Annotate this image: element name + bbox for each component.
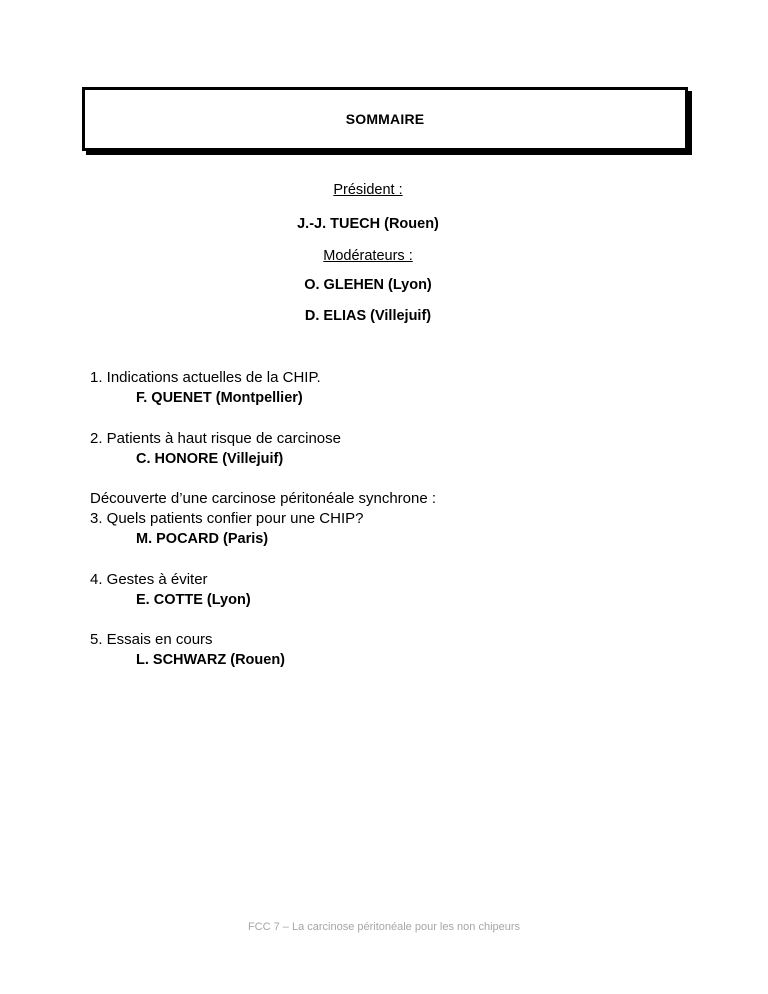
- moderator-name: D. ELIAS (Villejuif): [304, 308, 432, 324]
- president-name: J.-J. TUECH (Rouen): [297, 216, 439, 232]
- title-box: [82, 87, 688, 151]
- president-label: Président :: [333, 182, 403, 198]
- page-footer: FCC 7 – La carcinose péritonéale pour les non chipeurs: [247, 921, 521, 933]
- moderators-label: Modérateurs :: [323, 248, 413, 264]
- program-item-title: 5. Essais en cours: [90, 631, 213, 648]
- moderator-name: O. GLEHEN (Lyon): [304, 277, 432, 293]
- program-item-speaker: M. POCARD (Paris): [136, 531, 269, 547]
- program-item-title: 4. Gestes à éviter: [90, 571, 208, 588]
- program-item-title: 1. Indications actuelles de la CHIP.: [90, 369, 321, 386]
- program-item-speaker: C. HONORE (Villejuif): [136, 451, 284, 467]
- program-item-speaker: F. QUENET (Montpellier): [136, 390, 303, 406]
- program-section-title: Découverte d’une carcinose péritonéale synchrone :: [90, 490, 437, 507]
- program-item-title: 3. Quels patients confier pour une CHIP?: [90, 510, 364, 527]
- page-title: SOMMAIRE: [345, 111, 425, 127]
- program-item-speaker: L. SCHWARZ (Rouen): [136, 652, 286, 668]
- program-item-title: 2. Patients à haut risque de carcinose: [90, 430, 341, 447]
- program-item-speaker: E. COTTE (Lyon): [136, 592, 251, 608]
